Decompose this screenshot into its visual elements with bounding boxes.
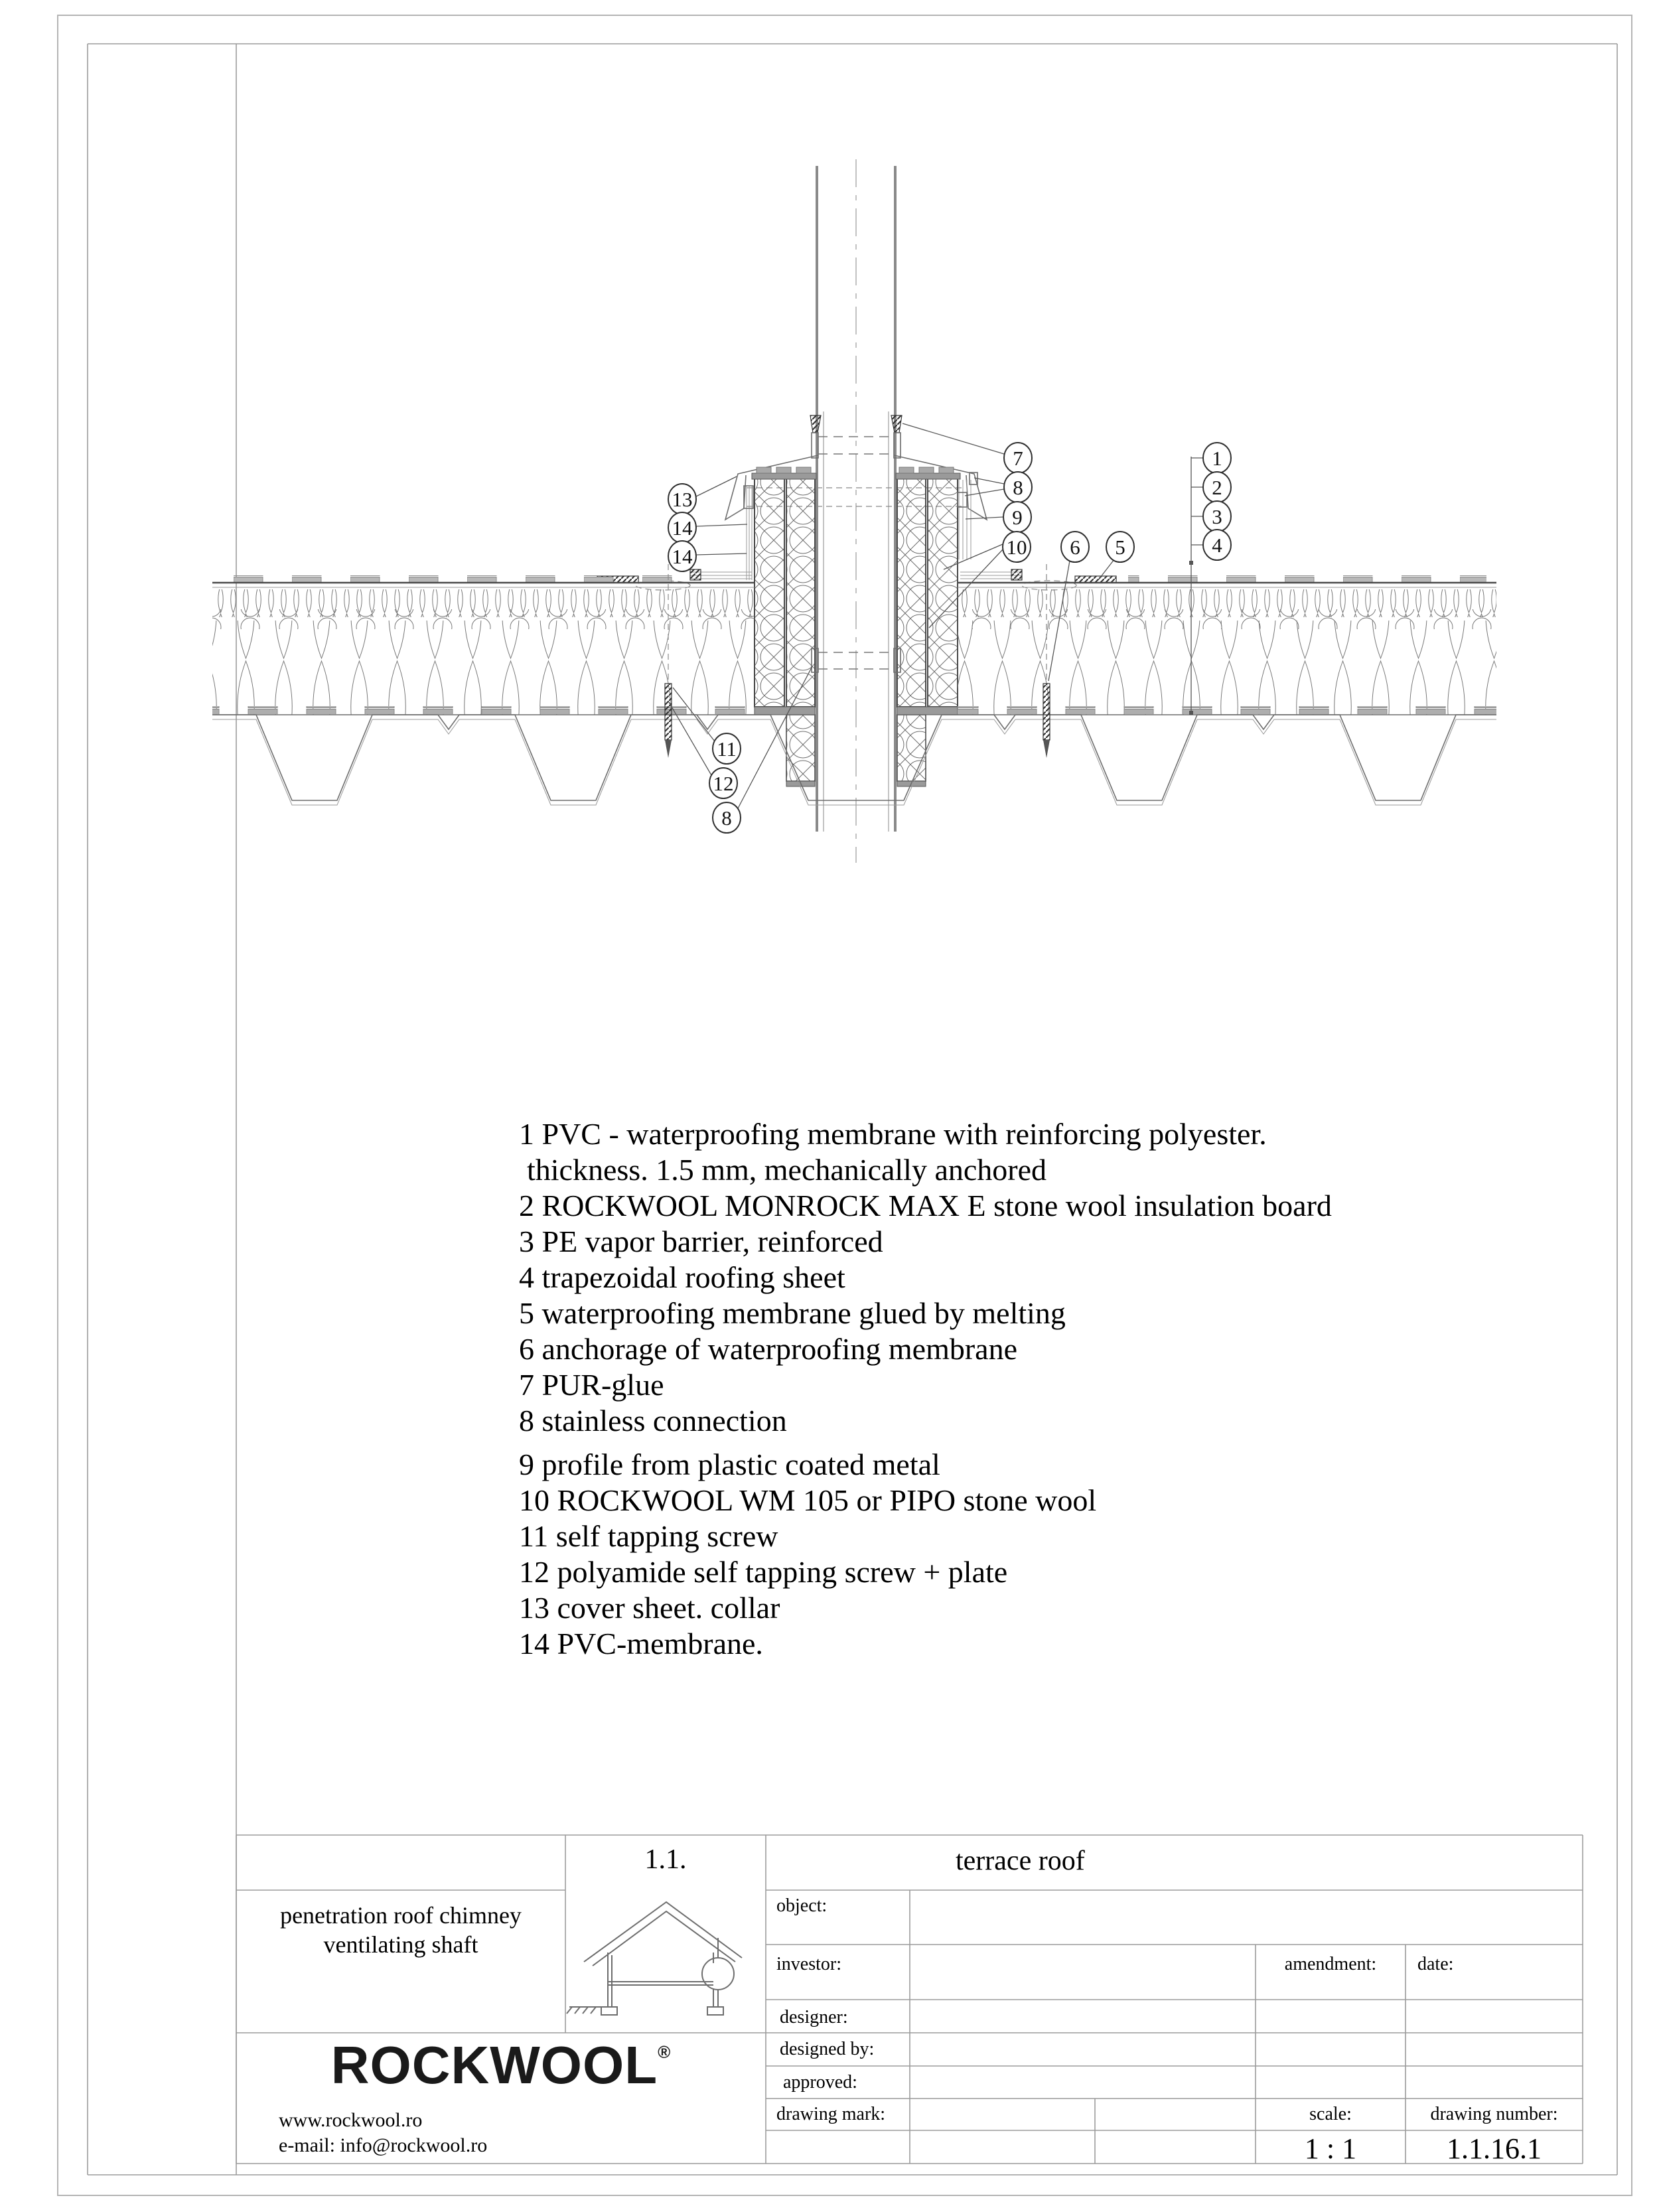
brand-email: e-mail: info@rockwool.ro bbox=[279, 2134, 488, 2156]
legend-list bbox=[519, 1116, 1332, 1662]
legend-item: 9 profile from plastic coated metal bbox=[519, 1447, 940, 1481]
registered-mark: ® bbox=[658, 2042, 672, 2062]
trapezoidal-sheet bbox=[212, 715, 1496, 805]
label-scale: scale: bbox=[1309, 2104, 1352, 2124]
callout-leader bbox=[696, 553, 747, 555]
legend-item: thickness. 1.5 mm, mechanically anchored bbox=[527, 1153, 1047, 1187]
callout-number: 7 bbox=[1013, 447, 1023, 470]
callout-number: 2 bbox=[1212, 476, 1222, 499]
legend-item: 1 PVC - waterproofing membrane with reinforcing polyester. bbox=[519, 1117, 1267, 1151]
callout-number: 9 bbox=[1012, 506, 1023, 529]
legend-item: 6 anchorage of waterproofing membrane bbox=[519, 1332, 1018, 1366]
label-object: object: bbox=[776, 1895, 828, 1916]
glued-membrane-right bbox=[1075, 576, 1116, 583]
page-border bbox=[58, 15, 1632, 2195]
callout-leader bbox=[696, 477, 737, 496]
label-designer: designer: bbox=[780, 2007, 848, 2028]
legend-item: 4 trapezoidal roofing sheet bbox=[519, 1260, 845, 1294]
brand-contacts bbox=[279, 2108, 487, 2158]
roof-membrane bbox=[212, 575, 1496, 587]
rockwool-logo bbox=[236, 2035, 766, 2096]
callout-number: 11 bbox=[717, 737, 737, 761]
pvc-membrane-strips bbox=[744, 486, 753, 580]
callout-number: 6 bbox=[1070, 536, 1080, 559]
scale-value: 1 : 1 bbox=[1304, 2132, 1357, 2165]
legend-item: 11 self tapping screw bbox=[519, 1519, 778, 1553]
metal-profile bbox=[958, 473, 977, 559]
rockwool-logo-text: ROCKWOOL bbox=[330, 2035, 658, 2095]
legend-item: 8 stainless connection bbox=[519, 1404, 787, 1438]
label-drawing-mark: drawing mark: bbox=[776, 2104, 886, 2124]
section-code: 1.1. bbox=[644, 1844, 687, 1875]
drawing-title-line1: penetration roof chimney bbox=[280, 1902, 522, 1929]
legend-item: 2 ROCKWOOL MONROCK MAX E stone wool insulation board bbox=[519, 1189, 1332, 1222]
label-approved: approved: bbox=[783, 2072, 857, 2093]
callout-number: 14 bbox=[672, 516, 693, 540]
vapor-barrier bbox=[212, 706, 1496, 715]
brand-website: www.rockwool.ro bbox=[279, 2109, 423, 2131]
legend-item: 10 ROCKWOOL WM 105 or PIPO stone wool bbox=[519, 1483, 1097, 1517]
callout-leader bbox=[902, 423, 1004, 454]
callout-number: 4 bbox=[1212, 534, 1222, 557]
label-amendment: amendment: bbox=[1284, 1954, 1377, 1974]
label-date: date: bbox=[1417, 1954, 1454, 1974]
callout-number: 3 bbox=[1212, 505, 1222, 528]
house-icon bbox=[567, 1902, 742, 2015]
callout-number: 8 bbox=[1013, 476, 1023, 499]
anchor-block-left bbox=[690, 569, 701, 580]
legend-item: 5 waterproofing membrane glued by melting bbox=[519, 1296, 1066, 1330]
callout-number: 8 bbox=[721, 806, 732, 830]
anchor-block-right bbox=[1011, 569, 1022, 580]
legend-item: 3 PE vapor barrier, reinforced bbox=[519, 1224, 883, 1258]
section-title: terrace roof bbox=[956, 1846, 1085, 1876]
callout-leader bbox=[974, 478, 1004, 484]
label-designed-by: designed by: bbox=[780, 2039, 875, 2059]
callout-number: 12 bbox=[713, 772, 734, 795]
drawing-title-line2: ventilating shaft bbox=[323, 1931, 478, 1958]
callout-number: 1 bbox=[1212, 447, 1222, 470]
label-investor: investor: bbox=[776, 1954, 841, 1974]
legend-item: 7 PUR-glue bbox=[519, 1368, 664, 1402]
legend-item: 12 polyamide self tapping screw + plate bbox=[519, 1555, 1008, 1589]
callout-number: 10 bbox=[1006, 536, 1027, 559]
drawing-title bbox=[236, 1901, 565, 1959]
label-drawing-number: drawing number: bbox=[1430, 2104, 1558, 2124]
callout-number: 14 bbox=[672, 545, 693, 568]
callout-number: 5 bbox=[1115, 536, 1125, 559]
legend-item: 13 cover sheet. collar bbox=[519, 1591, 780, 1625]
callout-leader bbox=[696, 524, 747, 526]
detail-drawing bbox=[212, 159, 1496, 863]
callout-number: 13 bbox=[672, 488, 693, 511]
drawing-number-value: 1.1.16.1 bbox=[1447, 2132, 1542, 2165]
legend-item: 14 PVC-membrane. bbox=[519, 1627, 763, 1660]
